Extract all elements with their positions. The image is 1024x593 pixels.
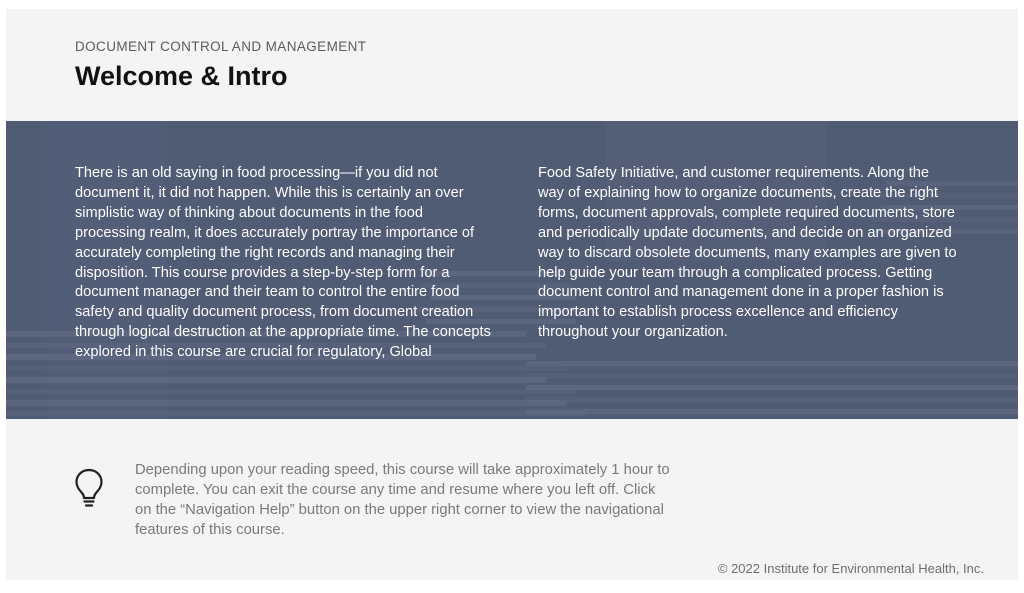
course-slide — [6, 9, 1018, 580]
slide-header — [6, 9, 1018, 121]
course-name: DOCUMENT CONTROL AND MANAGEMENT — [75, 39, 367, 54]
tip-text: Depending upon your reading speed, this course will take approximately 1 hour to complete. You can exit the course any time and resume where you left off. Click on the “Navigation Help” button on the upper right corner to view the navigational features of this course. — [135, 462, 670, 538]
lightbulb-icon — [74, 468, 104, 508]
intro-paragraph-left: There is an old saying in food processing—if you did not document it, it did not happen. While this is certainly an over simplistic way of thinking about documents in the food processing realm, it does accurately portray the importance of accurately completing the right records and managing their disposition. This course provides a step-by-step form for a document manager and their team to control the entire food safety and quality document process, from document creation through logical destruction at the appropriate time. The concepts explored in this course are crucial for regulatory, Global — [75, 165, 491, 361]
copyright-notice: © 2022 Institute for Environmental Health, Inc. — [717, 561, 984, 576]
intro-banner — [6, 121, 1018, 419]
intro-column-left — [75, 164, 493, 363]
intro-paragraph-right: Food Safety Initiative, and customer requirements. Along the way of explaining how to organize documents, create the right forms, document approvals, complete required documents, store and periodically update documents, and decide on an organized way to discard obsolete documents, many examples are given to help guide your team through a complicated process. Getting document control and management done in a proper fashion is important to establish process excellence and efficiency throughout your organization. — [538, 165, 957, 341]
intro-column-right — [538, 164, 958, 343]
course-duration-tip — [6, 419, 1018, 580]
page-title: Welcome & Intro — [75, 61, 288, 91]
